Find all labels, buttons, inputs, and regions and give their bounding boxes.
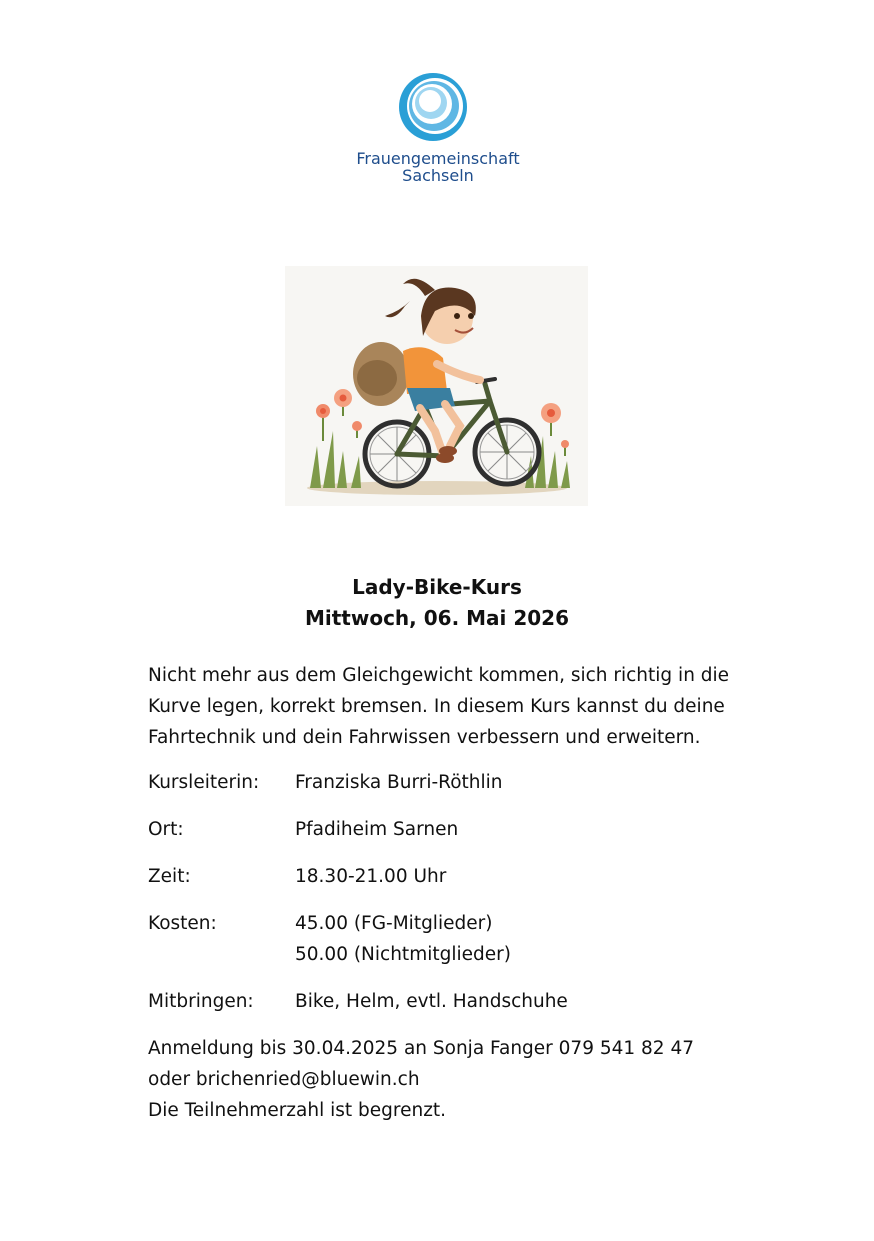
org-logo bbox=[340, 70, 536, 190]
concentric-circles-logo-icon bbox=[396, 70, 470, 144]
cost-nonmembers: 50.00 (Nichtmitglieder) bbox=[295, 944, 511, 965]
place-value: Pfadiheim Sarnen bbox=[295, 819, 459, 840]
bring-label: Mitbringen: bbox=[148, 991, 254, 1012]
cost-values bbox=[295, 908, 748, 970]
time-label: Zeit: bbox=[148, 866, 191, 887]
event-details bbox=[148, 660, 748, 1126]
leader-value: Franziska Burri-Röthlin bbox=[295, 772, 503, 793]
place-label: Ort: bbox=[148, 819, 184, 840]
bring-value: Bike, Helm, evtl. Handschuhe bbox=[295, 991, 568, 1012]
org-name-line1: Frauengemeinschaft bbox=[356, 149, 520, 168]
detail-row-cost bbox=[148, 908, 748, 970]
event-heading bbox=[0, 572, 874, 634]
registration-line1: Anmeldung bis 30.04.2025 an Sonja Fanger 079 541 82 47 bbox=[148, 1038, 694, 1059]
girl-on-bicycle-illustration bbox=[285, 266, 588, 506]
registration-limit-note: Die Teilnehmerzahl ist begrenzt. bbox=[148, 1100, 447, 1121]
leader-label: Kursleiterin: bbox=[148, 772, 260, 793]
org-name bbox=[340, 150, 536, 184]
detail-row-time bbox=[148, 861, 748, 892]
time-value: 18.30-21.00 Uhr bbox=[295, 866, 447, 887]
event-title: Lady-Bike-Kurs bbox=[352, 575, 522, 599]
org-name-line2: Sachseln bbox=[402, 166, 474, 185]
detail-row-bring bbox=[148, 986, 748, 1017]
detail-row-leader bbox=[148, 767, 748, 798]
detail-row-place bbox=[148, 814, 748, 845]
event-date: Mittwoch, 06. Mai 2026 bbox=[304, 606, 570, 630]
cost-label: Kosten: bbox=[148, 913, 217, 934]
registration-email: oder brichenried@bluewin.ch bbox=[148, 1069, 420, 1090]
bicycle-icon bbox=[285, 266, 588, 506]
registration-info bbox=[148, 1033, 748, 1126]
intro-text: Nicht mehr aus dem Gleichgewicht kommen, sich richtig in die Kurve legen, korrekt bremsen. In diesem Kurs kannst du deine Fahrtechnik und dein Fahrwissen verbessern und erweitern. bbox=[148, 665, 730, 748]
cost-members: 45.00 (FG-Mitglieder) bbox=[295, 913, 493, 934]
